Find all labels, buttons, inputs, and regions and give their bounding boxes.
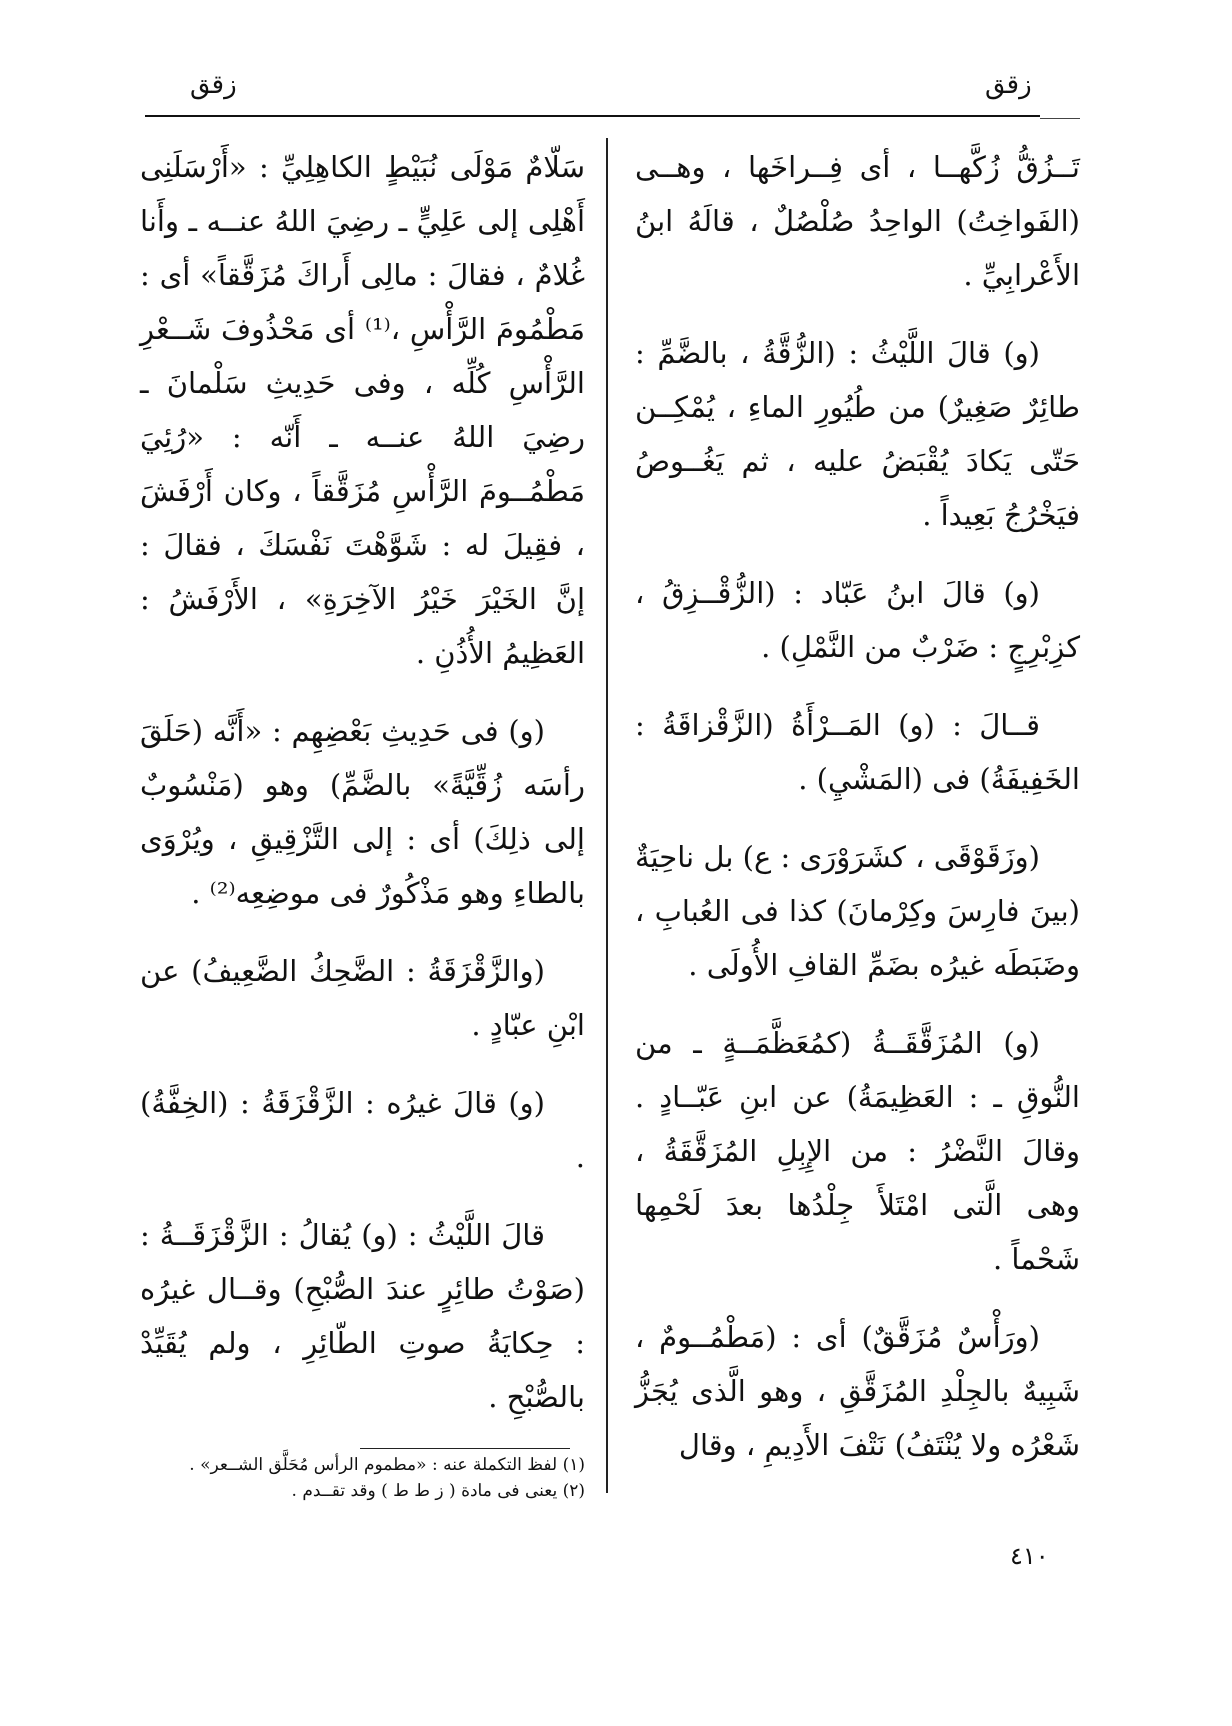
- paragraph: (و) قالَ ابنُ عَبّاد : (الزُّقْــزِقُ ، كزِبْرِجٍ : ضَرْبٌ من النَّمْلِ) .: [635, 576, 1080, 664]
- footnote-1: (١) لفظ التكملة عنه : «مطموم الرأس مُحَلَّق الشــعر» .: [189, 1455, 585, 1475]
- running-header-right: زقق: [985, 70, 1032, 100]
- paragraph: (و) المُزَقَّقَــةُ (كمُعَظَّمَــةٍ ـ من النُّوقِ ـ : العَظِيمَةُ) عن ابنِ عَبّــادٍ . وقالَ النَّضْرُ : من الإِبِلِ المُزَقَّقَةُ ، وهى الَّتى امْتَلأَ جِلْدُها بعدَ لَحْمِها شَحْماً .: [635, 1026, 1080, 1276]
- running-header-left: زقق: [190, 70, 237, 100]
- footnotes: [140, 1452, 585, 1504]
- paragraph: قــالَ : (و) المَــرْأَةُ (الزَّقْزاقَةُ : الخَفِيفَةُ) فى (المَشْيِ) .: [635, 708, 1080, 796]
- paragraph: (و) قالَ اللَّيْثُ : (الزُّقَّةُ ، بالضَّمِّ : طائِرٌ صَغِيرٌ) من طُيُورِ الماءِ ، يُمْكِــن حَتّى يَكادَ يُقْبَضُ عليه ، ثم يَغُــوصُ فيَخْرُجُ بَعِيداً .: [635, 336, 1080, 532]
- paragraph: قالَ اللَّيْثُ : (و) يُقالُ : الزَّقْزَقَــةُ : (صَوْتُ طائِرٍ عندَ الصُّبْحِ) وقــال غيرُه : حِكايَةُ صوتِ الطّائِرِ ، ولم يُقَيِّدْ بالصُّبْحِ .: [140, 1218, 585, 1414]
- column-separator: [606, 138, 608, 1493]
- paragraph: (و) فى حَدِيثِ بَعْضِهِم : «أَنَّه (حَلَقَ رأسَه زُقِّيَّةً» بالضَّمِّ) وهو (مَنْسُوبٌ إلى ذلِكَ) أى : إلى التَّزْقِيقِ ، ويُرْوَى بالطاءِ وهو مَذْكُورٌ فى موضِعِه⁽²⁾ .: [140, 714, 585, 910]
- paragraph: سَلّامٌ مَوْلَى نُبَيْطٍ الكاهِلِيِّ : «أَرْسَلَنِى أَهْلِى إلى عَلِيٍّ ـ رضِيَ اللهُ عنــه ـ وأَنا غُلامٌ ، فقالَ : مالِى أَراكَ مُزَقَّقاً» أى : مَطْمُومَ الرَّأْسِ ،⁽¹⁾ أى مَحْذُوفَ شَــعْرِ الرَّأْسِ كُلِّه ، وفى حَدِيثِ سَلْمانَ ـ رضِيَ اللهُ عنــه ـ أَنّه : «رُئِيَ مَطْمُــومَ الرَّأْسِ مُزَقَّقاً ، وكان أَرْفَشَ ، فقِيلَ له : شَوَّهْتَ نَفْسَكَ ، فقالَ : إنَّ الخَيْرَ خَيْرُ الآخِرَةِ» ، الأَرْفَشُ : العَظِيمُ الأُذُنِ .: [140, 150, 586, 670]
- paragraph: (والزَّقْزَقَةُ : الضَّحِكُ الضَّعِيفُ) عن ابْنِ عبّادٍ .: [140, 954, 585, 1042]
- header-rule-extension: [1040, 118, 1080, 119]
- page-number: ٤١٠: [1010, 1542, 1049, 1570]
- right-column: [635, 140, 1080, 1496]
- left-column: [140, 140, 585, 1448]
- footnote-2: (٢) يعنى فى مادة ( ز ط ط ) وقد تقــدم .: [291, 1481, 585, 1501]
- footnote-rule: [360, 1448, 570, 1449]
- paragraph: (وزَقَوْقَى ، كشَرَوْرَى : ع) بل ناحِيَةٌ (بينَ فارِسَ وكِرْمانَ) كذا فى العُبابِ ، وضَبَطَه غيرُه بضَمِّ القافِ الأُولَى .: [635, 840, 1080, 982]
- paragraph: (ورَأْسٌ مُزَقَّقٌ) أى : (مَطْمُــومٌ ، شَبِيهٌ بالجِلْدِ المُزَقَّقِ ، وهو الَّذى يُجَزُّ شَعْرُه ولا يُنْتَفُ) نَتْفَ الأَدِيمِ ، وقال: [635, 1320, 1080, 1462]
- header-rule: [145, 115, 1040, 117]
- paragraph: تَــزُقُّ زُكَّهــا ، أى فِــراخَها ، وهــى (الفَواخِتُ) الواحِدُ صُلْصُلٌ ، قالَهُ ابنُ الأَعْرابِيِّ .: [635, 150, 1080, 292]
- paragraph: (و) قالَ غيرُه : الزَّقْزَقَةُ : (الخِفَّةُ) .: [140, 1086, 585, 1174]
